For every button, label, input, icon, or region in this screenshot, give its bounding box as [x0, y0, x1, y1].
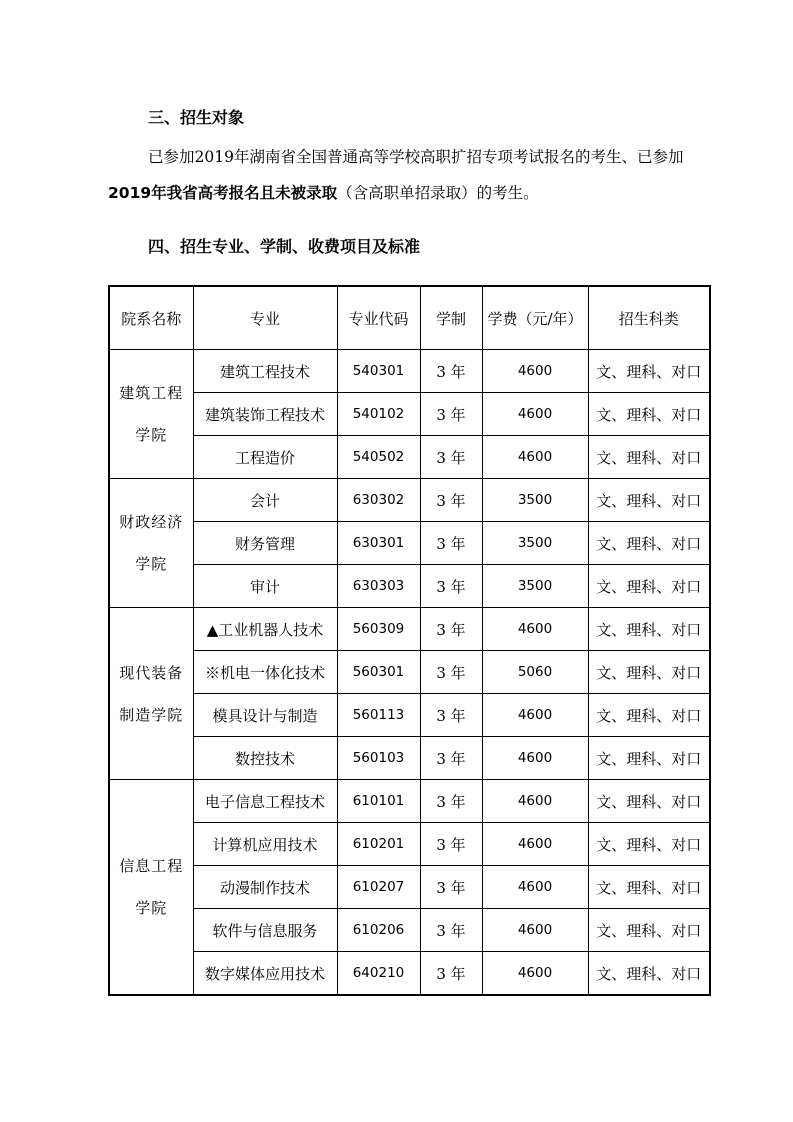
major-cell: 建筑装饰工程技术: [193, 393, 337, 436]
college-name-line1: 建筑工程: [119, 384, 184, 402]
major-cell: ※机电一体化技术: [193, 651, 337, 694]
fee-cell: 4600: [482, 694, 588, 737]
duration-cell: 3 年: [420, 565, 482, 608]
table-row: [109, 651, 710, 694]
category-cell: 文、理科、对口: [588, 436, 710, 479]
code-cell: 560301: [337, 651, 420, 694]
major-cell: 工程造价: [193, 436, 337, 479]
code-cell: 540102: [337, 393, 420, 436]
fee-cell: 4600: [482, 952, 588, 996]
category-cell: 文、理科、对口: [588, 608, 710, 651]
duration-cell: 3 年: [420, 780, 482, 823]
major-cell: 动漫制作技术: [193, 866, 337, 909]
table-row: [109, 608, 710, 651]
category-cell: 文、理科、对口: [588, 952, 710, 996]
major-cell: 建筑工程技术: [193, 350, 337, 393]
fee-cell: 5060: [482, 651, 588, 694]
code-cell: 610207: [337, 866, 420, 909]
table-row: [109, 565, 710, 608]
college-name-line2: 制造学院: [119, 705, 184, 724]
program-fee-table: [108, 285, 711, 996]
code-cell: 630301: [337, 522, 420, 565]
fee-cell: 4600: [482, 780, 588, 823]
section3-paragraph-rest: （含高职单招录取）的考生。: [337, 184, 539, 202]
category-cell: 文、理科、对口: [588, 909, 710, 952]
duration-cell: 3 年: [420, 694, 482, 737]
fee-cell: 4600: [482, 823, 588, 866]
header-code: 专业代码: [337, 286, 420, 350]
duration-cell: 3 年: [420, 651, 482, 694]
duration-cell: 3 年: [420, 737, 482, 780]
college-name-line2: 学院: [135, 899, 168, 917]
category-cell: 文、理科、对口: [588, 694, 710, 737]
category-cell: 文、理科、对口: [588, 866, 710, 909]
table-body: [109, 350, 710, 996]
college-name-cell: [109, 608, 193, 780]
code-cell: 630303: [337, 565, 420, 608]
fee-cell: 4600: [482, 436, 588, 479]
fee-cell: 4600: [482, 608, 588, 651]
table-row: [109, 436, 710, 479]
college-name-line1: 信息工程: [119, 857, 184, 875]
duration-cell: 3 年: [420, 522, 482, 565]
college-name-line1: 现代装备: [119, 663, 184, 682]
college-name-cell: [109, 780, 193, 996]
fee-cell: 4600: [482, 393, 588, 436]
duration-cell: 3 年: [420, 350, 482, 393]
table-row: [109, 952, 710, 996]
duration-cell: 3 年: [420, 608, 482, 651]
table-row: [109, 350, 710, 393]
major-cell: 电子信息工程技术: [193, 780, 337, 823]
college-name-line2: 学院: [135, 426, 168, 444]
section3-bold-phrase: 2019年我省高考报名且未被录取: [108, 184, 338, 202]
header-college: 院系名称: [109, 286, 193, 350]
duration-cell: 3 年: [420, 909, 482, 952]
table-row: [109, 909, 710, 952]
major-cell: 财务管理: [193, 522, 337, 565]
major-cell: 会计: [193, 479, 337, 522]
category-cell: 文、理科、对口: [588, 350, 710, 393]
code-cell: 560113: [337, 694, 420, 737]
fee-cell: 3500: [482, 522, 588, 565]
code-cell: 560103: [337, 737, 420, 780]
college-name-line1: 财政经济: [119, 513, 184, 531]
major-cell: 计算机应用技术: [193, 823, 337, 866]
major-cell: 模具设计与制造: [193, 694, 337, 737]
code-cell: 540502: [337, 436, 420, 479]
code-cell: 610101: [337, 780, 420, 823]
fee-cell: 3500: [482, 565, 588, 608]
table-row: [109, 393, 710, 436]
table-row: [109, 823, 710, 866]
table-row: [109, 479, 710, 522]
fee-cell: 4600: [482, 737, 588, 780]
college-name-line2: 学院: [135, 555, 168, 573]
table-row: [109, 522, 710, 565]
duration-cell: 3 年: [420, 479, 482, 522]
table-row: [109, 694, 710, 737]
category-cell: 文、理科、对口: [588, 823, 710, 866]
section3-paragraph-line2: [108, 183, 539, 203]
major-cell: 审计: [193, 565, 337, 608]
table-row: [109, 866, 710, 909]
college-name-cell: [109, 350, 193, 479]
header-duration: 学制: [420, 286, 482, 350]
category-cell: 文、理科、对口: [588, 651, 710, 694]
table-row: [109, 737, 710, 780]
duration-cell: 3 年: [420, 866, 482, 909]
category-cell: 文、理科、对口: [588, 479, 710, 522]
category-cell: 文、理科、对口: [588, 393, 710, 436]
duration-cell: 3 年: [420, 436, 482, 479]
header-fee: 学费（元/年）: [482, 286, 588, 350]
section3-paragraph-line1: 已参加2019年湖南省全国普通高等学校高职扩招专项考试报名的考生、已参加: [148, 148, 684, 166]
code-cell: 610201: [337, 823, 420, 866]
duration-cell: 3 年: [420, 823, 482, 866]
table-header-row: [109, 286, 710, 350]
major-cell: 软件与信息服务: [193, 909, 337, 952]
code-cell: 630302: [337, 479, 420, 522]
fee-cell: 4600: [482, 350, 588, 393]
category-cell: 文、理科、对口: [588, 522, 710, 565]
duration-cell: 3 年: [420, 952, 482, 996]
major-cell: ▲工业机器人技术: [193, 608, 337, 651]
fee-cell: 4600: [482, 866, 588, 909]
duration-cell: 3 年: [420, 393, 482, 436]
category-cell: 文、理科、对口: [588, 780, 710, 823]
major-cell: 数字媒体应用技术: [193, 952, 337, 996]
category-cell: 文、理科、对口: [588, 737, 710, 780]
code-cell: 640210: [337, 952, 420, 996]
code-cell: 560309: [337, 608, 420, 651]
header-category: 招生科类: [588, 286, 710, 350]
code-cell: 540301: [337, 350, 420, 393]
fee-cell: 4600: [482, 909, 588, 952]
category-cell: 文、理科、对口: [588, 565, 710, 608]
table-row: [109, 780, 710, 823]
major-cell: 数控技术: [193, 737, 337, 780]
header-major: 专业: [193, 286, 337, 350]
code-cell: 610206: [337, 909, 420, 952]
section4-title: 四、招生专业、学制、收费项目及标准: [148, 237, 421, 256]
fee-cell: 3500: [482, 479, 588, 522]
section3-title: 三、招生对象: [148, 108, 245, 127]
college-name-cell: [109, 479, 193, 608]
